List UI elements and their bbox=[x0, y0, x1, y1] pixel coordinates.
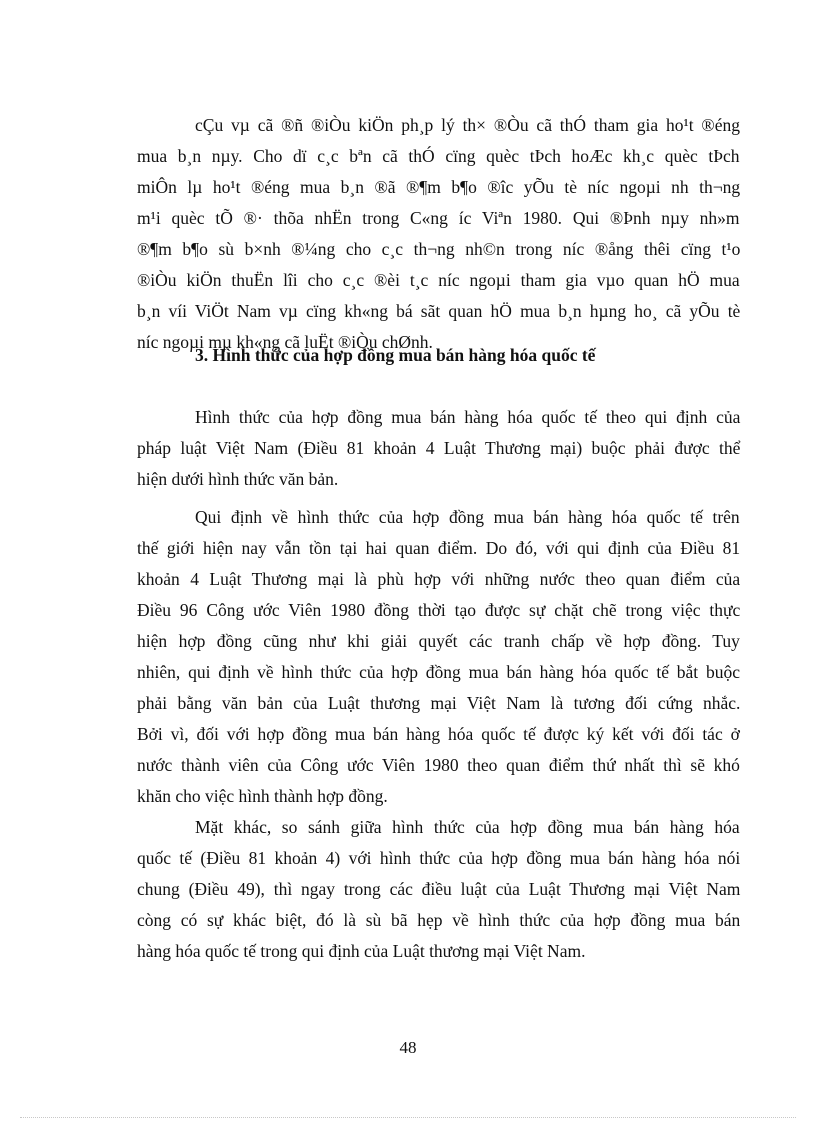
text-line: mua b¸n nµy. Cho dï c¸c bªn cã thÓ cïng quèc tÞch hoÆc kh¸c quèc tÞch bbox=[137, 146, 740, 166]
text-line: miÔn lµ ho¹t ®éng mua b¸n ®ã ®¶m b¶o ®îc yÕu tè níc ngoµi nh th¬ng bbox=[137, 177, 741, 197]
text-line: thế giới hiện nay vẫn tồn tại hai quan điểm. Do đó, với qui định của Điều 81 bbox=[137, 538, 741, 558]
text-line: nhiên, qui định về hình thức của hợp đồng mua bán hàng hóa quốc tế bắt buộc bbox=[137, 662, 740, 682]
text-line: Hình thức của hợp đồng mua bán hàng hóa quốc tế theo qui định của bbox=[195, 407, 741, 427]
page-bottom-divider bbox=[20, 1117, 796, 1118]
text-line: m¹i quèc tÕ ®· thõa nhËn trong C«ng íc Viªn 1980. Qui ®Þnh nµy nh»m bbox=[137, 208, 740, 228]
text-line: b¸n víi ViÖt Nam vµ cïng kh«ng bá sãt quan hÖ mua b¸n hµng ho¸ cã yÕu tè bbox=[137, 301, 741, 321]
paragraph-legacy-encoded bbox=[137, 110, 740, 358]
text-line: khăn cho việc hình thành hợp đồng. bbox=[137, 786, 388, 806]
text-line: còng có sự khác biệt, đó là sù bã hẹp về hình thức của hợp đồng mua bán bbox=[137, 910, 741, 930]
text-line: phải bằng văn bản của Luật thương mại Việt Nam là tương đối cứng nhắc. bbox=[137, 693, 741, 713]
text-line: Mặt khác, so sánh giữa hình thức của hợp đồng mua bán hàng hóa bbox=[195, 817, 740, 837]
text-line: pháp luật Việt Nam (Điều 81 khoản 4 Luật Thương mại) buộc phải được thể bbox=[137, 438, 741, 458]
text-line: quốc tế (Điều 81 khoản 4) với hình thức của hợp đồng mua bán hàng hóa nói bbox=[137, 848, 741, 868]
text-line: chung (Điều 49), thì ngay trong các điều luật của Luật Thương mại Việt Nam bbox=[137, 879, 741, 899]
text-line: Điều 96 Công ước Viên 1980 đồng thời tạo được sự chặt chẽ trong việc thực bbox=[137, 600, 741, 620]
text-line: hiện dưới hình thức văn bản. bbox=[137, 469, 339, 489]
text-line: ®¶m b¶o sù b×nh ®¼ng cho c¸c th¬ng nh©n trong níc ®ång thêi cïng t¹o bbox=[137, 239, 741, 259]
paragraph-regulation bbox=[137, 502, 740, 812]
page-number: 48 bbox=[399, 1038, 417, 1057]
text-line: hiện hợp đồng cũng như khi giải quyết các tranh chấp về hợp đồng. Tuy bbox=[137, 631, 740, 651]
paragraph-form-of-contract bbox=[137, 402, 740, 495]
text-line: Qui định về hình thức của hợp đồng mua bán hàng hóa quốc tế trên bbox=[195, 507, 740, 527]
paragraph-comparison bbox=[137, 812, 740, 967]
section-heading: 3. Hình thức của hợp đồng mua bán hàng hóa quốc tế bbox=[195, 345, 596, 365]
text-line: Bởi vì, đối với hợp đồng mua bán hàng hóa quốc tế được ký kết với đối tác ở bbox=[137, 724, 740, 744]
text-line: níc ngoµi mµ kh«ng cã luËt ®iÒu chØnh. bbox=[137, 332, 433, 352]
text-line: nước thành viên của Công ước Viên 1980 theo quan điểm thứ nhất thì sẽ khó bbox=[137, 755, 740, 775]
text-line: khoản 4 Luật Thương mại là phù hợp với những nước theo quan điểm của bbox=[137, 569, 741, 589]
text-line: ®iÒu kiÖn thuËn lîi cho c¸c ®èi t¸c níc ngoµi tham gia vµo quan hÖ mua bbox=[137, 270, 740, 290]
text-line: hàng hóa quốc tế trong qui định của Luật thương mại Việt Nam. bbox=[137, 941, 586, 961]
text-line: cÇu vµ cã ®ñ ®iÒu kiÖn ph¸p lý th× ®Òu cã thÓ tham gia ho¹t ®éng bbox=[195, 115, 740, 135]
